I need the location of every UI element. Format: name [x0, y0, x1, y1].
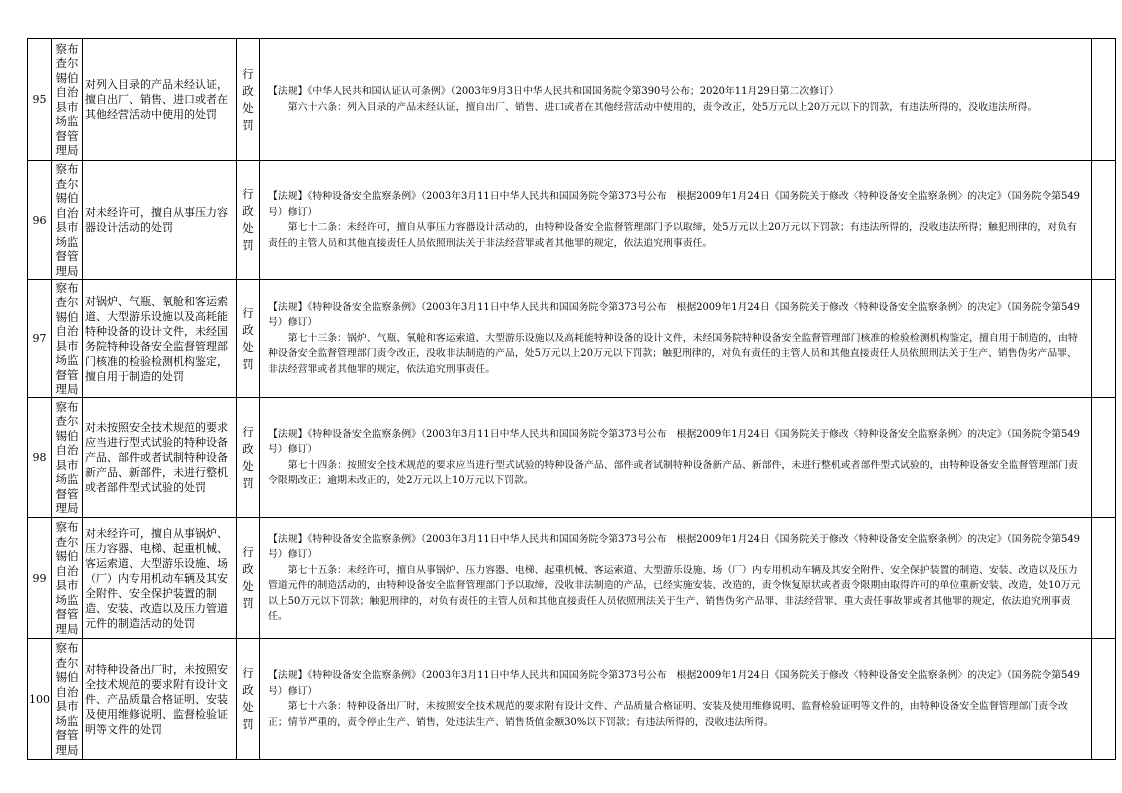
type-cell — [237, 39, 260, 161]
table-row — [28, 39, 1116, 161]
legal-basis — [260, 161, 1092, 280]
type-cell — [237, 398, 260, 518]
basis-body: 第七十三条：锅炉、气瓶、氧舱和客运索道、大型游乐设施以及高耗能特种设备的设计文件，未经国务院特种设备安全监督管理部门核准的检验检测机构鉴定，擅自用于制造的，由特种设备安全监督管理部门责令改正，没收非法制造的产品，处5万元以上20万元以下罚款；触犯刑律的，对负有责任的主管人员和其他直接责任人员依照刑法关于生产、销售伪劣产品罪、非法经营罪或者其他罪的规定，依法追究刑事责任。 — [268, 332, 1078, 375]
table-row — [28, 161, 1116, 280]
basis-body: 第七十六条：特种设备出厂时，未按照安全技术规范的要求附有设计文件、产品质量合格证明、安装及使用维修说明、监督检验证明等文件的，由特种设备安全监督管理部门责令改正；情节严重的，责令停止生产、销售，处违法生产、销售货值金额30%以下罚款；有违法所得的，没收违法所得。 — [268, 701, 1068, 728]
item-name: 对锅炉、气瓶、氧舱和客运索道、大型游乐设施以及高耗能特种设备的设计文件，未经国务院特种设备安全监督管理部门核准的检验检测机构鉴定，擅自用于制造的处罚 — [83, 280, 237, 398]
row-number: 98 — [28, 398, 52, 518]
table-row — [28, 398, 1116, 518]
agency-name: 察布查尔锡伯自治县市场监督管理局 — [55, 280, 79, 396]
type-cell — [237, 161, 260, 280]
blank-cell — [1092, 280, 1116, 398]
item-type: 行政处罚 — [242, 424, 254, 490]
basis-body: 第七十二条：未经许可，擅自从事压力容器设计活动的，由特种设备安全监督管理部门予以取缔，处5万元以上20万元以下罚款；有违法所得的，没收违法所得；触犯刑律的，对负有责任的主管人员和其他直接责任人员依照刑法关于非法经营罪或者其他罪的规定，依法追究刑事责任。 — [268, 222, 1077, 249]
row-number: 99 — [28, 518, 52, 639]
agency-cell — [52, 639, 83, 760]
legal-basis — [260, 280, 1092, 398]
legal-basis — [260, 39, 1092, 161]
basis-head: 【法规】《特种设备安全监察条例》（2003年3月11日中华人民共和国国务院令第373号公布 根据2009年1月24日《国务院关于修改〈特种设备安全监察条例〉的决定》（国务院令第549号）修订） — [268, 670, 1080, 697]
agency-name: 察布查尔锡伯自治县市场监督管理局 — [55, 520, 79, 636]
item-type: 行政处罚 — [242, 666, 254, 731]
row-number: 97 — [28, 280, 52, 398]
blank-cell — [1092, 161, 1116, 280]
blank-cell — [1092, 518, 1116, 639]
agency-name: 察布查尔锡伯自治县市场监督管理局 — [55, 162, 79, 278]
agency-cell — [52, 280, 83, 398]
basis-body: 第七十五条：未经许可，擅自从事锅炉、压力容器、电梯、起重机械、客运索道、大型游乐设施、场（厂）内专用机动车辆及其安全附件、安全保护装置的制造、安装、改造以及压力管道元件的制造活动的，由特种设备安全监督管理部门予以取缔，没收非法制造的产品，已经实施安装、改造的，责令恢复原状或者责令限期由取得许可的单位重新安装、改造，处10万元以上50万元以下罚款；触犯刑律的，对负有责任的主管人员和其他直接责任人员依照刑法关于生产、销售伪劣产品罪、非法经营罪、重大责任事故罪或者其他罪的规定，依法追究刑事责任。 — [268, 564, 1081, 622]
item-name: 对列入目录的产品未经认证，擅自出厂、销售、进口或者在其他经营活动中使用的处罚 — [83, 39, 237, 161]
basis-body: 第六十六条：列入目录的产品未经认证，擅自出厂、销售、进口或者在其他经营活动中使用的，责令改正，处5万元以上20万元以下的罚款，有违法所得的，没收违法所得。 — [287, 101, 1038, 113]
legal-basis — [260, 518, 1092, 639]
type-cell — [237, 280, 260, 398]
row-number: 100 — [28, 639, 52, 760]
agency-cell — [52, 161, 83, 280]
basis-head: 【法规】《特种设备安全监察条例》（2003年3月11日中华人民共和国国务院令第373号公布 根据2009年1月24日《国务院关于修改〈特种设备安全监察条例〉的决定》（国务院令第549号）修订） — [268, 428, 1080, 455]
blank-cell — [1092, 398, 1116, 518]
blank-cell — [1092, 39, 1116, 161]
type-cell — [237, 639, 260, 760]
item-type: 行政处罚 — [242, 305, 254, 371]
item-type: 行政处罚 — [242, 66, 254, 132]
legal-basis — [260, 639, 1092, 760]
row-number: 96 — [28, 161, 52, 280]
table-row — [28, 639, 1116, 760]
item-name: 对未经许可，擅自从事压力容器设计活动的处罚 — [83, 161, 237, 280]
agency-name: 察布查尔锡伯自治县市场监督管理局 — [55, 41, 79, 157]
basis-head: 【法规】《特种设备安全监察条例》（2003年3月11日中华人民共和国国务院令第373号公布 根据2009年1月24日《国务院关于修改〈特种设备安全监察条例〉的决定》（国务院令第549号）修订） — [268, 191, 1080, 218]
row-number: 95 — [28, 39, 52, 161]
item-name: 对未经许可，擅自从事锅炉、压力容器、电梯、起重机械、客运索道、大型游乐设施、场（厂）内专用机动车辆及其安全附件、安全保护装置的制造、安装、改造以及压力管道元件的制造活动的处罚 — [83, 518, 237, 639]
blank-cell — [1092, 639, 1116, 760]
basis-head: 【法规】《特种设备安全监察条例》（2003年3月11日中华人民共和国国务院令第373号公布 根据2009年1月24日《国务院关于修改〈特种设备安全监察条例〉的决定》（国务院令第549号）修订） — [268, 301, 1080, 329]
enforcement-items-table — [27, 38, 1116, 760]
agency-cell — [52, 39, 83, 161]
basis-head: 【法规】《特种设备安全监察条例》（2003年3月11日中华人民共和国国务院令第373号公布 根据2009年1月24日《国务院关于修改〈特种设备安全监察条例〉的决定》（国务院令第549号）修订） — [268, 533, 1080, 560]
item-name: 对未按照安全技术规范的要求应当进行型式试验的特种设备产品、部件或者试制特种设备新产品、新部件，未进行整机或者部件型式试验的处罚 — [83, 398, 237, 518]
item-name: 对特种设备出厂时，未按照安全技术规范的要求附有设计文件、产品质量合格证明、安装及使用维修说明、监督检验证明等文件的处罚 — [83, 639, 237, 760]
table-row — [28, 518, 1116, 639]
table-row — [28, 280, 1116, 398]
agency-name: 察布查尔锡伯自治县市场监督管理局 — [55, 641, 79, 757]
type-cell — [237, 518, 260, 639]
agency-cell — [52, 518, 83, 639]
item-type: 行政处罚 — [242, 545, 254, 610]
basis-head: 【法规】《中华人民共和国认证认可条例》（2003年9月3日中华人民共和国国务院令第390号公布；2020年11月29日第二次修订） — [268, 86, 839, 97]
legal-basis — [260, 398, 1092, 518]
basis-body: 第七十四条：按照安全技术规范的要求应当进行型式试验的特种设备产品、部件或者试制特种设备新产品、新部件，未进行整机或者部件型式试验的，由特种设备安全监督管理部门责令限期改正；逾期未改正的，处2万元以上10万元以下罚款。 — [268, 459, 1078, 486]
agency-cell — [52, 398, 83, 518]
item-type: 行政处罚 — [242, 187, 254, 252]
agency-name: 察布查尔锡伯自治县市场监督管理局 — [55, 399, 79, 515]
